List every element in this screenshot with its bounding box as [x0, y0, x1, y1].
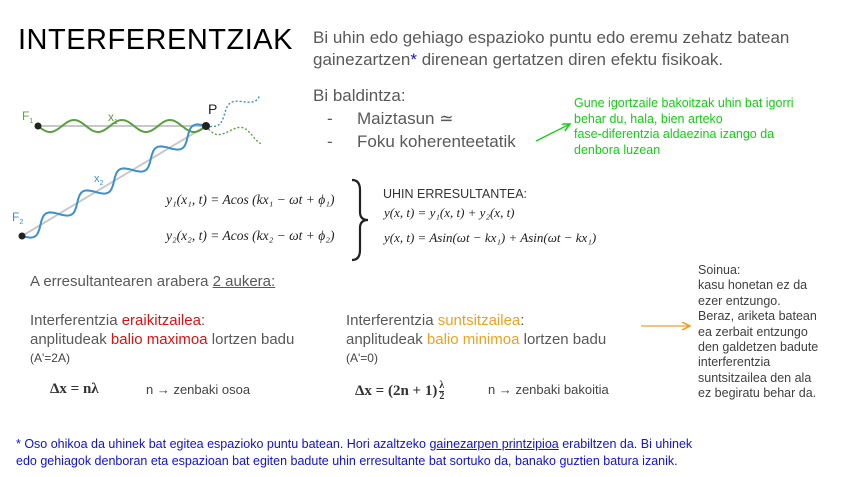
sound-note-line: ea zerbait entzungo [698, 324, 808, 339]
sound-note-line: suntsitzailea den ala [698, 370, 812, 385]
destructive-n-note: n → zenbaki bakoitia [488, 382, 609, 397]
constructive-amplitude-note: (A'=2A) [30, 351, 70, 365]
resultant-eq-1: y(x, t) = y₁(x, t) + y₂(x, t) [384, 205, 515, 220]
footnote-line-2: edo gehiagok denboran eta espazioan bat egiten badute uhin erresultante bat sortuko da, banako guztien batura izanik. [16, 453, 678, 468]
superposition-principle-link: gainezarpen printzipioa [429, 437, 559, 451]
source-f1-dot [35, 123, 42, 130]
intro-superposition-word: gainezartzen [313, 50, 411, 69]
options-heading [30, 273, 275, 290]
condition-text: Foku koherenteetatik [357, 132, 516, 151]
sound-note-line: den galdetzen badute [698, 340, 819, 355]
label-p: P [208, 101, 218, 117]
intro-line-1: Bi uhin edo gehiago espazioko puntu edo eremu zehatz batean [313, 28, 790, 47]
destructive-desc: anplitudeak balio minimoa lortzen badu [346, 331, 607, 348]
min-value-highlight: balio minimoa [426, 331, 520, 348]
equation-y2: y₂(x₂, t) = Acos (kx₂ − ωt + ϕ₂) [166, 228, 335, 243]
destructive-formula: Δx = (2n + 1) $\frac{\lambda}{2}$ [355, 380, 445, 402]
note-line: denbora luzean [574, 142, 661, 157]
label-x2: $x_2$ [94, 173, 104, 187]
constructive-highlight: eraikitzailea [121, 312, 201, 329]
note-line: fase-diferentzia aldaezina izango da [574, 127, 775, 141]
equation-y1: y₁(x₁, t) = Acos (kx₁ − ωt + ϕ₁) [166, 192, 335, 207]
label-x1: $x_1$ [108, 110, 118, 126]
constructive-desc: anplitudeak balio maximoa lortzen badu [30, 331, 295, 348]
resultant-heading: UHIN ERRESULTANTEA: [383, 187, 528, 201]
footnote-line-1: * Oso ohikoa da uhinek bat egitea espazioko puntu batean. Hori azaltzeko gainezarpen printzipioa erabiltzen da. Bi uhinek [16, 437, 693, 451]
intro-line-2-rest: direnean gertatzen diren efektu fisikoak. [416, 50, 724, 69]
destructive-block [346, 311, 606, 368]
sound-note-line: kasu honetan ez da [698, 278, 808, 293]
max-value-highlight: balio maximoa [110, 331, 208, 348]
destructive-highlight: suntsitzailea [437, 312, 521, 329]
label-f1: $F_1$ [22, 109, 34, 125]
constructive-n-note: n → zenbaki osoa [146, 382, 251, 397]
sound-note [698, 263, 818, 402]
curly-brace [352, 180, 368, 260]
sound-note-line: ezer entzungo. [698, 293, 781, 308]
bullet-dash: - [327, 132, 333, 151]
wave-continuation-green [206, 126, 261, 144]
sound-note-line: Soinua: [698, 263, 741, 277]
label-f2: $F_2$ [12, 210, 24, 226]
destructive-title: Interferentzia suntsitzailea: [346, 312, 525, 329]
note-line: Gune igortzaile bakoitzak uhin bat igorri [574, 96, 794, 110]
options-heading-underlined: 2 aukera: [212, 273, 276, 290]
constructive-formula: Δx = nλ [50, 381, 99, 397]
sound-note-line: interferentzia [698, 355, 771, 370]
destructive-amplitude-note: (A'=0) [346, 351, 378, 365]
constructive-title: Interferentzia eraikitzailea: [30, 312, 206, 329]
point-p-dot [202, 122, 210, 130]
condition-text: Maiztasun ≃ [357, 109, 454, 128]
sound-note-line: Beraz, ariketa batean [698, 309, 817, 324]
options-heading-prefix: A erresultantearen arabera [30, 273, 213, 290]
constructive-block [30, 311, 294, 368]
conditions-heading: Bi baldintza: [313, 86, 406, 105]
sound-note-line: ez begiratu behar da. [698, 386, 817, 401]
green-arrow [536, 124, 570, 141]
page-title: INTERFERENTZIAK [18, 24, 293, 56]
source-f2-dot [19, 233, 26, 240]
bullet-dash: - [327, 109, 333, 128]
footnote-star: * [410, 50, 417, 69]
note-line: behar du, hala, bien arteko [574, 111, 723, 126]
footnote [16, 436, 692, 469]
resultant-eq-2: y(x, t) = Asin(ωt − kx₁) + Asin(ωt − kx₁) [384, 230, 597, 245]
